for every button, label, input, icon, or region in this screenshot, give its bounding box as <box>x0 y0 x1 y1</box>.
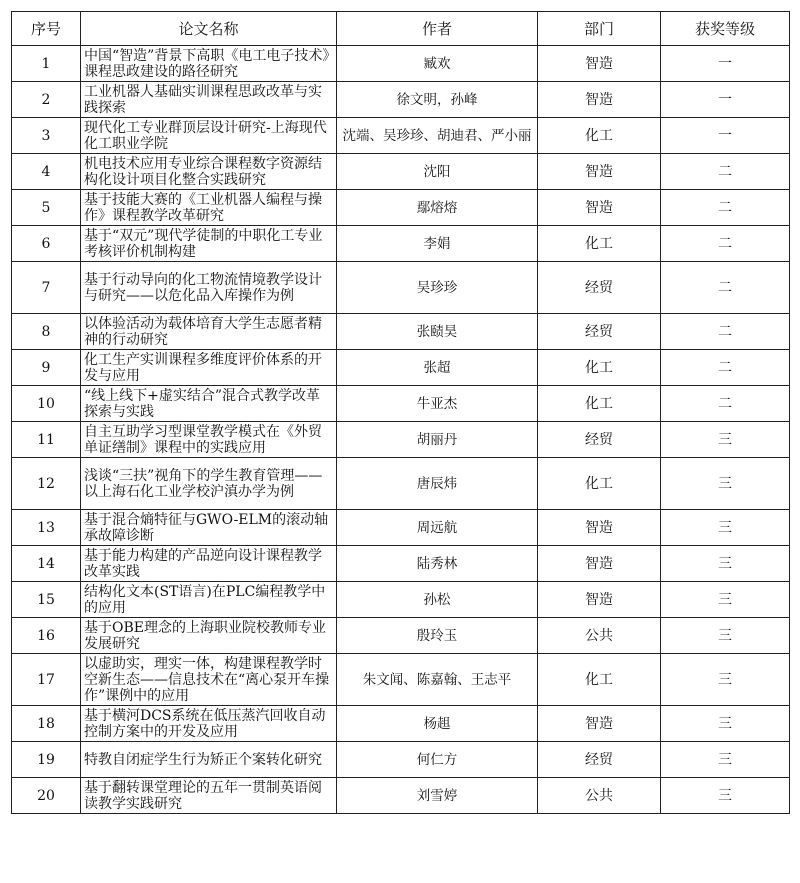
table-row <box>12 510 790 546</box>
row-index: 4 <box>12 154 81 190</box>
department: 公共 <box>538 778 661 814</box>
author: 殷玲玉 <box>337 618 538 654</box>
author: 陆秀林 <box>337 546 538 582</box>
department: 智造 <box>538 82 661 118</box>
paper-title: 基于技能大赛的《工业机器人编程与操作》课程教学改革研究 <box>81 190 337 226</box>
department: 智造 <box>538 546 661 582</box>
department: 公共 <box>538 618 661 654</box>
department: 经贸 <box>538 422 661 458</box>
paper-title: 以体验活动为载体培育大学生志愿者精神的行动研究 <box>81 314 337 350</box>
row-index: 10 <box>12 386 81 422</box>
row-index: 12 <box>12 458 81 510</box>
table-row <box>12 778 790 814</box>
award-level: 二 <box>661 226 790 262</box>
author: 徐文明，孙峰 <box>337 82 538 118</box>
department: 经贸 <box>538 262 661 314</box>
author: 鄢熔熔 <box>337 190 538 226</box>
row-index: 13 <box>12 510 81 546</box>
row-index: 7 <box>12 262 81 314</box>
table-row <box>12 582 790 618</box>
paper-title: 工业机器人基础实训课程思政改革与实践探索 <box>81 82 337 118</box>
row-index: 9 <box>12 350 81 386</box>
table-header <box>12 12 790 46</box>
paper-title: 中国“智造”背景下高职《电工电子技术》课程思政建设的路径研究 <box>81 46 337 82</box>
table-row <box>12 154 790 190</box>
author: 牛亚杰 <box>337 386 538 422</box>
table-row <box>12 226 790 262</box>
author: 杨趄 <box>337 706 538 742</box>
paper-title: 基于能力构建的产品逆向设计课程教学改革实践 <box>81 546 337 582</box>
award-level: 一 <box>661 46 790 82</box>
department: 化工 <box>538 654 661 706</box>
table-row <box>12 458 790 510</box>
awards-table <box>11 11 790 814</box>
paper-title: 特教自闭症学生行为矫正个案转化研究 <box>81 742 337 778</box>
table-row <box>12 262 790 314</box>
department: 智造 <box>538 154 661 190</box>
paper-title: 结构化文本(ST语言)在PLC编程教学中的应用 <box>81 582 337 618</box>
table-row <box>12 190 790 226</box>
row-index: 1 <box>12 46 81 82</box>
award-level: 二 <box>661 190 790 226</box>
paper-title: 自主互助学习型课堂教学模式在《外贸单证缮制》课程中的实践应用 <box>81 422 337 458</box>
author: 刘雪婷 <box>337 778 538 814</box>
author: 张超 <box>337 350 538 386</box>
department: 经贸 <box>538 742 661 778</box>
paper-title: 基于行动导向的化工物流情境教学设计与研究——以危化品入库操作为例 <box>81 262 337 314</box>
paper-title: 机电技术应用专业综合课程数字资源结构化设计项目化整合实践研究 <box>81 154 337 190</box>
author: 胡丽丹 <box>337 422 538 458</box>
row-index: 14 <box>12 546 81 582</box>
row-index: 8 <box>12 314 81 350</box>
author: 何仁方 <box>337 742 538 778</box>
author: 沈阳 <box>337 154 538 190</box>
row-index: 17 <box>12 654 81 706</box>
paper-title: 浅谈“三扶”视角下的学生教育管理——以上海石化工业学校沪滇办学为例 <box>81 458 337 510</box>
author: 朱文闻、陈嘉翰、王志平 <box>337 654 538 706</box>
row-index: 11 <box>12 422 81 458</box>
paper-title: “线上线下+虚实结合”混合式教学改革探索与实践 <box>81 386 337 422</box>
award-level: 二 <box>661 386 790 422</box>
department: 化工 <box>538 226 661 262</box>
paper-title: 基于翻转课堂理论的五年一贯制英语阅读教学实践研究 <box>81 778 337 814</box>
department: 智造 <box>538 706 661 742</box>
author: 吴珍珍 <box>337 262 538 314</box>
row-index: 5 <box>12 190 81 226</box>
award-level: 三 <box>661 778 790 814</box>
author: 唐辰炜 <box>337 458 538 510</box>
award-level: 三 <box>661 618 790 654</box>
row-index: 20 <box>12 778 81 814</box>
award-level: 二 <box>661 350 790 386</box>
row-index: 2 <box>12 82 81 118</box>
paper-title: 基于横河DCS系统在低压蒸汽回收自动控制方案中的开发及应用 <box>81 706 337 742</box>
table-row <box>12 618 790 654</box>
award-level: 二 <box>661 154 790 190</box>
table-row <box>12 350 790 386</box>
row-index: 6 <box>12 226 81 262</box>
row-index: 16 <box>12 618 81 654</box>
department: 化工 <box>538 458 661 510</box>
department: 智造 <box>538 46 661 82</box>
paper-title: 化工生产实训课程多维度评价体系的开发与应用 <box>81 350 337 386</box>
row-index: 18 <box>12 706 81 742</box>
table-row <box>12 706 790 742</box>
table-row <box>12 82 790 118</box>
author: 张赜昊 <box>337 314 538 350</box>
award-level: 三 <box>661 458 790 510</box>
award-level: 三 <box>661 742 790 778</box>
department: 经贸 <box>538 314 661 350</box>
paper-title: 基于“双元”现代学徒制的中职化工专业考核评价机制构建 <box>81 226 337 262</box>
table-row <box>12 654 790 706</box>
author: 沈端、吴珍珍、胡迪君、严小丽 <box>337 118 538 154</box>
header-index: 序号 <box>12 12 81 46</box>
table-row <box>12 386 790 422</box>
table-row <box>12 46 790 82</box>
department: 化工 <box>538 386 661 422</box>
author: 周远航 <box>337 510 538 546</box>
department: 智造 <box>538 190 661 226</box>
paper-title: 以虚助实，理实一体，构建课程教学时空新生态——信息技术在“离心泵开车操作”课例中的应用 <box>81 654 337 706</box>
department: 智造 <box>538 582 661 618</box>
department: 智造 <box>538 510 661 546</box>
header-author: 作者 <box>337 12 538 46</box>
row-index: 15 <box>12 582 81 618</box>
header-department: 部门 <box>538 12 661 46</box>
header-award-level: 获奖等级 <box>661 12 790 46</box>
award-level: 三 <box>661 706 790 742</box>
row-index: 19 <box>12 742 81 778</box>
table-body <box>12 46 790 814</box>
paper-title: 基于OBE理念的上海职业院校教师专业发展研究 <box>81 618 337 654</box>
paper-title: 基于混合熵特征与GWO-ELM的滚动轴承故障诊断 <box>81 510 337 546</box>
author: 李娟 <box>337 226 538 262</box>
award-level: 三 <box>661 654 790 706</box>
award-level: 三 <box>661 422 790 458</box>
author: 孙松 <box>337 582 538 618</box>
row-index: 3 <box>12 118 81 154</box>
table-row <box>12 546 790 582</box>
table-row <box>12 118 790 154</box>
header-title: 论文名称 <box>81 12 337 46</box>
award-level: 二 <box>661 262 790 314</box>
table-row <box>12 314 790 350</box>
award-level: 一 <box>661 82 790 118</box>
header-row <box>12 12 790 46</box>
department: 化工 <box>538 350 661 386</box>
paper-title: 现代化工专业群顶层设计研究-上海现代化工职业学院 <box>81 118 337 154</box>
award-level: 一 <box>661 118 790 154</box>
table-row <box>12 422 790 458</box>
table-row <box>12 742 790 778</box>
department: 化工 <box>538 118 661 154</box>
author: 臧欢 <box>337 46 538 82</box>
award-level: 三 <box>661 582 790 618</box>
award-level: 三 <box>661 546 790 582</box>
award-level: 二 <box>661 314 790 350</box>
award-level: 三 <box>661 510 790 546</box>
